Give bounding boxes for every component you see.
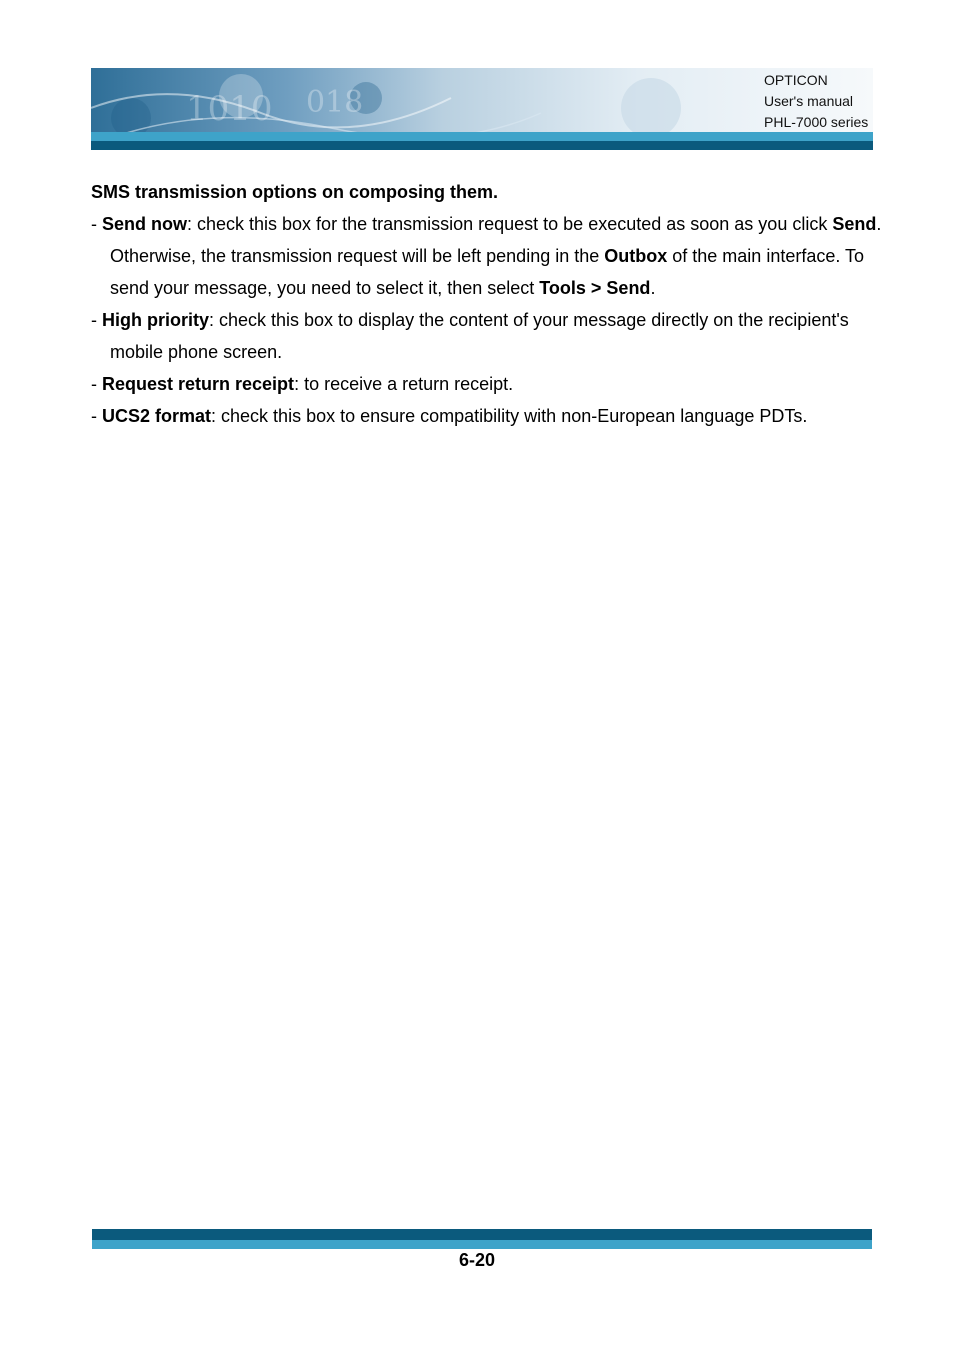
header-banner-image — [91, 68, 873, 150]
option-term: Send now — [102, 214, 187, 234]
send-label: Send — [832, 214, 877, 234]
option-ucs2-format — [91, 400, 891, 432]
option-send-now — [91, 208, 891, 304]
header-series: PHL-7000 series — [764, 114, 869, 130]
option-description: : check this box to display the content of your message directly on the recipient's mobile phone screen. — [110, 310, 849, 362]
footer-divider — [92, 1229, 872, 1249]
option-term: UCS2 format — [102, 406, 212, 426]
option-description: : to receive a return receipt. — [294, 374, 514, 394]
header-manual: User's manual — [764, 93, 854, 109]
outbox-label: Outbox — [604, 246, 668, 266]
svg-text:1010: 1010 — [186, 89, 273, 129]
section-heading: SMS transmission options on composing them. — [91, 182, 499, 202]
header-company: OPTICON — [764, 72, 828, 88]
option-description: of the main interface. To send your message, you need to select it, then select — [110, 246, 865, 298]
option-description: : check this box for the transmission request to be executed as soon as you click — [187, 214, 833, 234]
option-description: . — [650, 278, 656, 298]
footer-bar-light — [92, 1240, 872, 1249]
item-dash: - — [91, 214, 102, 234]
page-number: 6-20 — [458, 1250, 496, 1270]
option-term: High priority — [102, 310, 209, 330]
option-description: . Otherwise, the transmission request will be left pending in the — [110, 214, 882, 266]
option-term: Request return receipt — [102, 374, 295, 394]
item-dash: - — [91, 374, 102, 394]
option-request-return-receipt — [91, 368, 891, 400]
item-dash: - — [91, 406, 102, 426]
header-text — [764, 70, 868, 133]
page-header — [91, 68, 873, 150]
option-description: : check this box to ensure compatibility with non-European language PDTs. — [211, 406, 808, 426]
page-content — [91, 176, 891, 432]
option-high-priority — [91, 304, 891, 368]
footer-bar-dark — [92, 1229, 872, 1240]
item-dash: - — [91, 310, 102, 330]
tools-send-label: Tools > Send — [539, 278, 651, 298]
svg-text:018: 018 — [306, 85, 364, 120]
